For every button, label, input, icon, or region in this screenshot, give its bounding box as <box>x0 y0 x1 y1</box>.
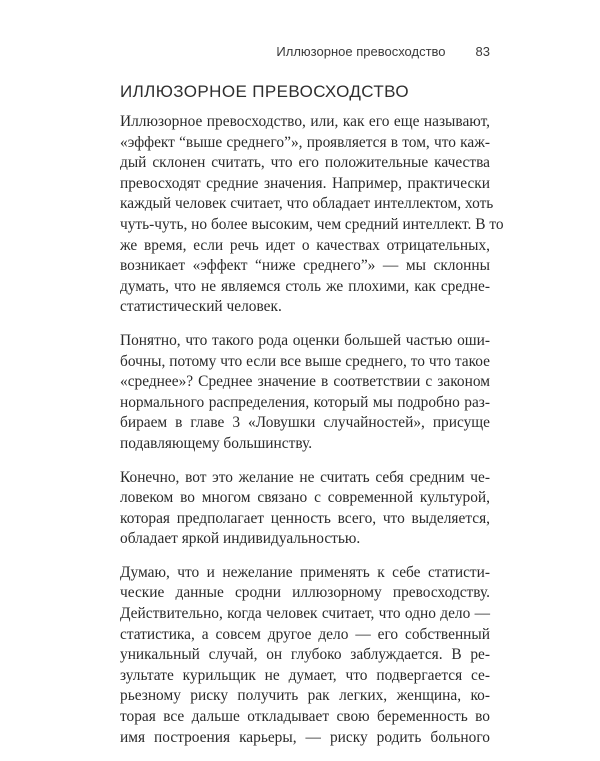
text-line: «среднее»? Среднее значение в соответствии с законом <box>120 373 490 391</box>
text-line: «эффект “выше среднего”», проявляется в том, что каж- <box>120 133 490 151</box>
text-line: рьезному риску получить рак легких, женщина, ко- <box>120 687 490 705</box>
text-line: думать, что не являемся столь же плохими, как средне- <box>120 277 490 295</box>
text-line: чуть-чуть, но более высоким, чем средний интеллект. В то <box>120 215 504 233</box>
text-line: бираем в главе 3 «Ловушки случайностей», присуще <box>120 414 490 432</box>
text-line: имя построения карьеры, — риску родить больного <box>120 728 490 746</box>
text-line: нормального распределения, который мы подробно раз- <box>120 393 490 411</box>
text-line: зультате курильщик не думает, что подвергается се- <box>120 666 490 684</box>
running-title: Иллюзорное превосходство <box>276 44 446 59</box>
paragraph-2 <box>120 331 490 455</box>
page-number: 83 <box>475 44 490 59</box>
text-line: Понятно, что такого рода оценки большей частью оши- <box>120 331 490 349</box>
text-line: Конечно, вот это желание не считать себя средним че- <box>120 468 490 486</box>
text-line: ловеком во многом связано с современной культурой, <box>120 489 490 507</box>
body-text <box>120 112 504 761</box>
text-line: которая предполагает ценность всего, что выделяется, <box>120 509 490 527</box>
text-line: возникает «эффект “ниже среднего”» — мы склонны <box>120 257 490 275</box>
text-line: ческие данные сродни иллюзорному превосходству. <box>120 584 490 602</box>
section-title: ИЛЛЮЗОРНОЕ ПРЕВОСХОДСТВО <box>120 82 409 101</box>
text-line: дый склонен считать, что его положительные качества <box>120 154 490 172</box>
text-line: превосходят средние значения. Например, практически <box>120 174 490 192</box>
text-line: торая все дальше откладывает свою беременность во <box>120 708 490 726</box>
text-line: каждый человек считает, что обладает интеллектом, хоть <box>120 195 494 213</box>
text-line: обладает яркой индивидуальностью. <box>120 530 361 548</box>
text-line: Действительно, когда человек считает, что одно дело — <box>120 605 490 623</box>
text-line: Иллюзорное превосходство, или, как его еще называют, <box>120 113 490 130</box>
paragraph-4 <box>120 563 490 748</box>
text-line: статистика, а совсем другое дело — его собственный <box>120 625 490 643</box>
paragraph-3 <box>120 468 490 550</box>
paragraph-1 <box>120 112 504 318</box>
running-header <box>276 44 490 64</box>
text-line: бочны, потому что если все выше среднего, то что такое <box>120 352 490 370</box>
text-line: же время, если речь идет о качествах отрицательных, <box>120 236 490 254</box>
text-line: подавляющему большинству. <box>120 434 313 452</box>
text-line: статистический человек. <box>120 298 282 316</box>
text-line: уникальный случай, он глубоко заблуждается. В ре- <box>120 646 490 664</box>
text-line: Думаю, что и нежелание применять к себе статисти- <box>120 563 490 581</box>
